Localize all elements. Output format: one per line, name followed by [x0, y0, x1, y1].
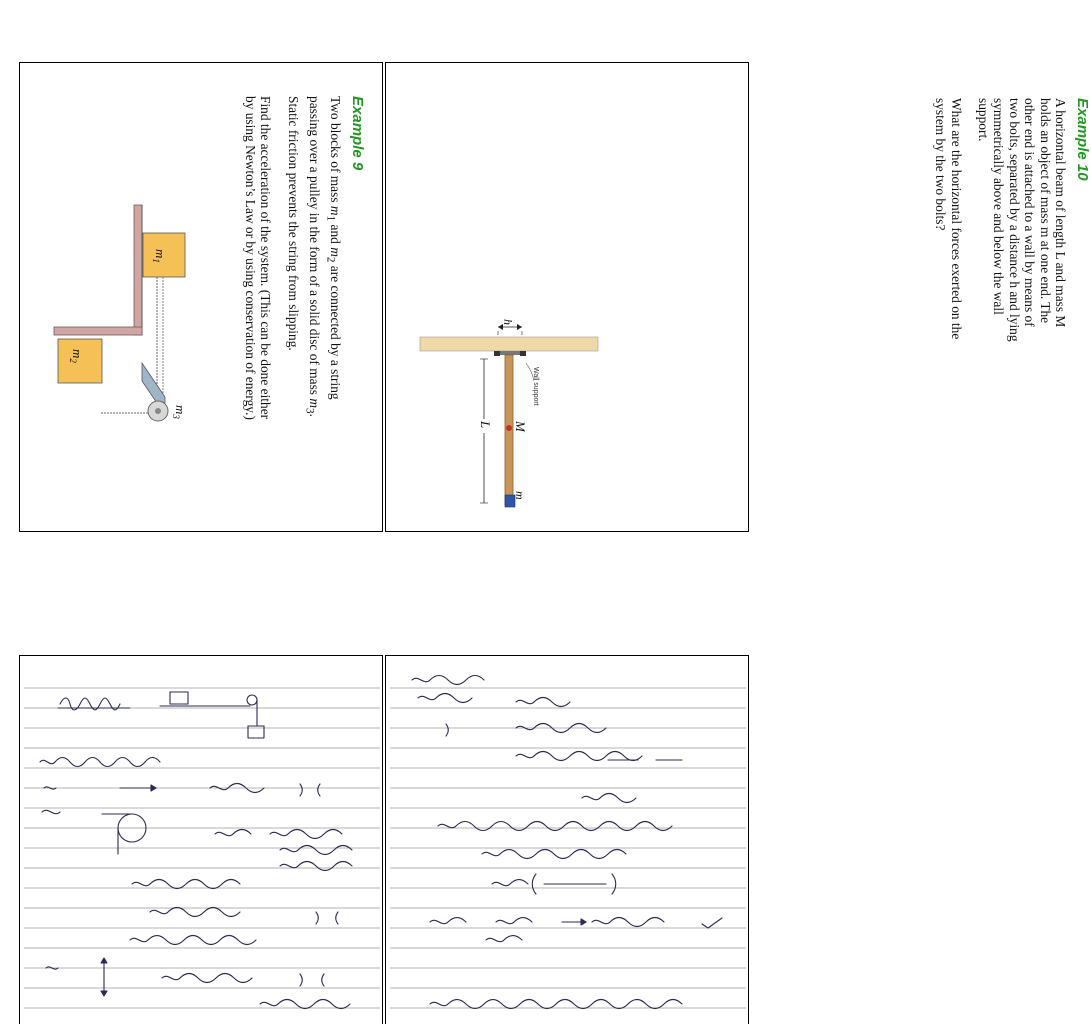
example-10-problem: A horizontal beam of length L and mass M holds an object of mass m at one end. The other end is attached to a wall by means of two bolts, separated by a distance h and lying symmetrically above and below the wall support. [975, 98, 1068, 342]
example-10-title: Example 10 [1074, 98, 1091, 181]
block-m1-label: $m_1$ [151, 249, 168, 263]
handwriting-scribbles [40, 692, 352, 1009]
wall [420, 337, 598, 351]
bolt-1 [494, 351, 500, 356]
pulley-m3-label: $m_3$ [171, 405, 188, 419]
beam-diagram [386, 63, 750, 533]
table-surface [134, 205, 142, 335]
example-10-question: What are the horizontal forces exerted on the system by the two bolts? [933, 98, 964, 340]
slide-example-9 [19, 62, 383, 532]
slide-example-10-text [921, 98, 1091, 344]
table-edge [54, 327, 142, 335]
notes-page-1-drawing [20, 656, 384, 1025]
block-m2 [58, 339, 102, 383]
handwriting-scribbles [412, 676, 722, 1009]
pulley-diagram [20, 63, 384, 533]
label-m: m [513, 491, 527, 500]
label-M: M [513, 421, 528, 432]
label-h: h [501, 319, 515, 325]
ruled-lines [390, 688, 746, 1008]
notes-page-2-drawing [386, 656, 750, 1025]
label-wall-support: Wall support [532, 367, 539, 406]
bolt-2 [520, 351, 526, 356]
center-of-mass [506, 425, 512, 431]
slide-example-10 [385, 62, 1091, 532]
label-L: L [478, 421, 493, 429]
example-9-question: Find the acceleration of the system. (This can be done either by using Newton’s Law or by using conservation of energy.) [243, 96, 274, 420]
handwritten-notes-page-1 [19, 655, 383, 1024]
block-m2-label: $m_2$ [68, 349, 85, 363]
example-9-title: Example 9 [349, 96, 366, 171]
example-9-problem: Two blocks of mass $m_1$ and $m_2$ are connected by a string passing over a pulley in the form of a solid disc of mass $m_3$. Static friction prevents the string from slipping. [285, 96, 343, 417]
handwritten-notes-page-2 [385, 655, 749, 1024]
ruled-lines [24, 688, 380, 1008]
